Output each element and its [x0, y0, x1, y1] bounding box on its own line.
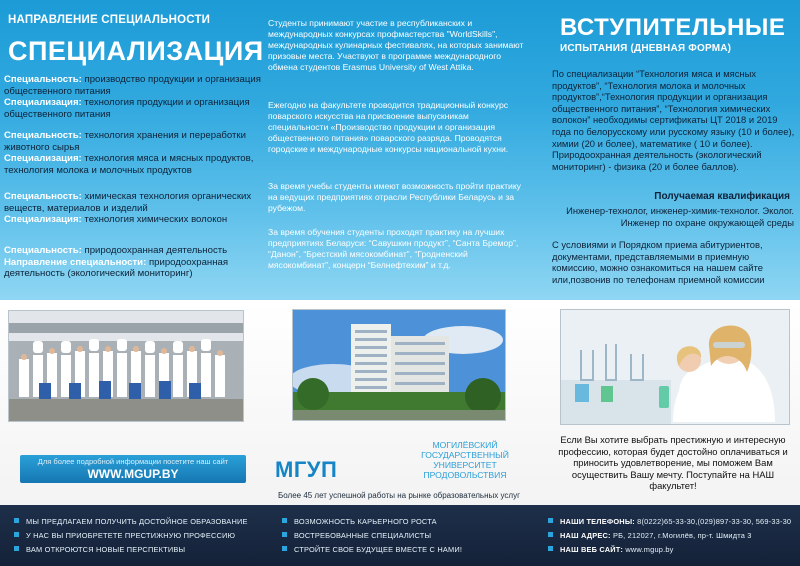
- footer-bullet: [14, 517, 248, 526]
- website-info-box[interactable]: [20, 455, 246, 483]
- university-tagline: Более 45 лет успешной работы на рынке образовательных услуг: [278, 491, 520, 500]
- spec-value: химическая технология органических веществ, материалов и изделий: [4, 191, 252, 214]
- specialization-value: технология продукции и организация общественного питания: [4, 97, 250, 120]
- spec-value: производство продукции и организация общественного питания: [4, 74, 261, 97]
- spec-label: Специальность:: [4, 191, 82, 202]
- footer-text: МЫ ПРЕДЛАГАЕМ ПОЛУЧИТЬ ДОСТОЙНОЕ ОБРАЗОВАНИЕ: [26, 517, 248, 526]
- bullet-square-icon: [548, 546, 553, 551]
- chefs-group-illustration: [9, 311, 244, 422]
- website-url[interactable]: WWW.MGUP.BY: [87, 467, 179, 481]
- paragraph-competitions: Студенты принимают участие в республиканских и международных конкурсах профмастерства "WorldSkills", международных кулинарных фестивалях, на которых занимают призовые места. Участвуют в программе международного обмена студентов Erasmus University of West Attika.: [268, 18, 524, 72]
- spec-block-3: [4, 191, 266, 226]
- website-link[interactable]: www.mgup.by: [623, 545, 674, 554]
- laboratory-photo: [560, 309, 790, 425]
- building-illustration: [293, 310, 506, 421]
- footer-text: СТРОЙТЕ СВОЕ БУДУЩЕЕ ВМЕСТЕ С НАМИ!: [294, 545, 463, 554]
- footer-text: ВАМ ОТКРОЮТСЯ НОВЫЕ ПЕРСПЕКТИВЫ: [26, 545, 186, 554]
- footer-bullet: [282, 545, 462, 554]
- specialization-label: Специализация:: [4, 214, 82, 226]
- footer-address: [548, 531, 752, 540]
- spec-label: Специальность:: [4, 245, 82, 256]
- paragraph-enterprises: За время обучения студенты проходят практику на лучших предприятиях Беларуси: “Савушкин продукт”, “Санта Бремор”, “Данон”, “Брестский мясокомбинат”, “Гродненский мясокомбинат”, концерн “Белнефтехим” и т.д.: [268, 227, 519, 270]
- bullet-square-icon: [282, 546, 287, 551]
- specialization-label: Специализация:: [4, 153, 82, 165]
- qualification-title: Получаемая квалификация: [654, 191, 790, 202]
- exams-subtitle: ИСПЫТАНИЯ (ДНЕВНАЯ ФОРМА): [560, 43, 732, 54]
- direction-label: Направление специальности:: [4, 256, 147, 268]
- bullet-square-icon: [548, 518, 553, 523]
- footer-text: У НАС ВЫ ПРИОБРЕТЕТЕ ПРЕСТИЖНУЮ ПРОФЕССИЮ: [26, 531, 236, 540]
- section-title: СПЕЦИАЛИЗАЦИЯ: [8, 36, 264, 66]
- spec-block-4: [4, 245, 266, 280]
- footer-bullet: [282, 517, 437, 526]
- laboratory-illustration: [561, 310, 790, 425]
- footer-phones: [548, 517, 791, 526]
- footer-bullet: [14, 545, 185, 554]
- footer-bullet: [14, 531, 235, 540]
- website-caption: Для более подробной информации посетите наш сайт: [37, 457, 229, 466]
- university-logo: МГУП: [275, 457, 338, 482]
- university-building-photo: [292, 309, 506, 421]
- footer-text: ВОЗМОЖНОСТЬ КАРЬЕРНОГО РОСТА: [294, 517, 437, 526]
- spec-block-1: [4, 74, 266, 120]
- spec-value: природоохранная деятельность: [81, 245, 228, 256]
- footer-bar: [0, 505, 800, 566]
- specialization-label: Специализация:: [4, 97, 82, 109]
- bullet-square-icon: [282, 518, 287, 523]
- address-value: РБ, 212027, г.Могилёв, пр-т. Шмидта 3: [610, 531, 752, 540]
- paragraph-cooking-contest: Ежегодно на факультете проводится традиционный конкурс поварского искусства на присвоение выпускникам специальности «Производство продукции и организация общественного питания» поварского разряда. Проводятся городские и международные конкурсы национальной кухни.: [268, 100, 509, 154]
- address-label: НАШ АДРЕС:: [560, 531, 611, 540]
- phones-label: НАШИ ТЕЛЕФОНЫ:: [560, 517, 635, 526]
- specialization-value: технология химических волокон: [81, 214, 228, 226]
- specialization-value: технология мяса и мясных продуктов, технология молока и молочных продуктов: [4, 153, 254, 176]
- chefs-group-photo: [8, 310, 244, 422]
- direction-value: природоохранная деятельность (экологический мониторинг): [4, 256, 229, 280]
- paragraph-practice: За время учебы студенты имеют возможность пройти практику на ведущих предприятиях отрасли Республики Беларусь и за рубежом.: [268, 181, 521, 213]
- spec-value: технология хранения и переработки животного сырья: [4, 130, 246, 153]
- spec-label: Специальность:: [4, 130, 82, 141]
- section-subtitle: НАПРАВЛЕНИЕ СПЕЦИАЛЬНОСТИ: [8, 14, 211, 26]
- qualification-text: Инженер-технолог, инженер-химик-технолог. Эколог. Инженер по охране окружающей среды: [566, 205, 794, 228]
- phones-value[interactable]: 8(0222)65-33-30,(029)897-33-30, 569-33-30: [634, 517, 792, 526]
- bullet-square-icon: [14, 518, 19, 523]
- exams-requirements: По специализации “Технология мяса и мясных продуктов”, “Технология молока и молочных продуктов”,“Технология продукции и организация общественного питания”, “Технология химических волокон” необходимы сертификаты ЦТ 2018 и 2019 года по белорусскому или русскому языку (10 и более), химии (20 и более), математике ( 10 и более). Природоохранная деятельность (экологический мониторинг) - физика (20 и более баллов).: [552, 68, 795, 172]
- footer-text: ВОСТРЕБОВАННЫЕ СПЕЦИАЛИСТЫ: [294, 531, 432, 540]
- spec-label: Специальность:: [4, 74, 82, 85]
- university-name: МОГИЛЁВСКИЙ ГОСУДАРСТВЕННЫЙ УНИВЕРСИТЕТ ПРОДОВОЛЬСТВИЯ: [421, 440, 509, 480]
- exams-title: ВСТУПИТЕЛЬНЫЕ: [560, 14, 786, 41]
- bullet-square-icon: [282, 532, 287, 537]
- website-label: НАШ ВЕБ САЙТ:: [560, 545, 624, 554]
- admission-conditions: С условиями и Порядком приема абитуриентов, документами, представляемыми в приемную комиссию, можно ознакомиться на нашем сайте или,позвонив по телефонам приемной комиссии: [552, 239, 765, 285]
- bullet-square-icon: [14, 532, 19, 537]
- footer-bullet: [282, 531, 431, 540]
- appeal-text: Если Вы хотите выбрать престижную и интересную профессию, которая будет достойно оплачиваться и приносить удовлетворение, мы поможем Вам осуществить Вашу мечту. Поступайте на НАШ факультет!: [558, 434, 788, 492]
- spec-block-2: [4, 130, 266, 176]
- footer-website: [548, 545, 674, 554]
- bullet-square-icon: [14, 546, 19, 551]
- bullet-square-icon: [548, 532, 553, 537]
